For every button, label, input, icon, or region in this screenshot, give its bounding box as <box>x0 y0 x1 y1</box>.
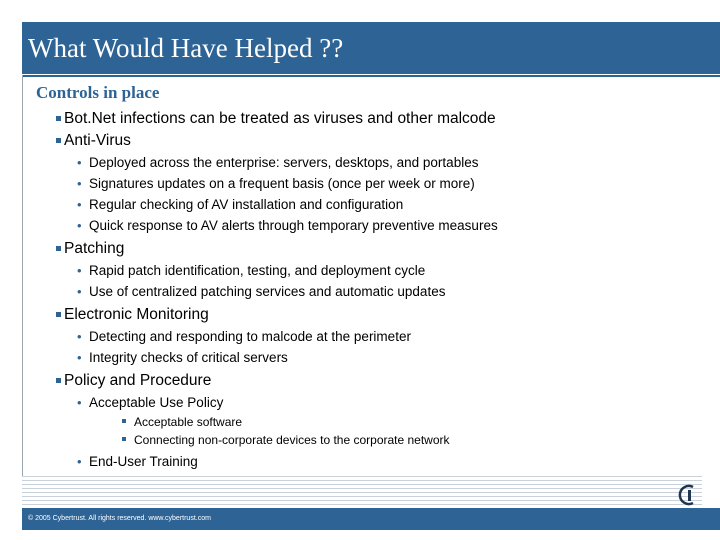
bullet-marker-icon: • <box>77 155 82 170</box>
footer-bar <box>22 508 720 530</box>
bullet-text: Bot.Net infections can be treated as viruses and other malcode <box>64 110 496 127</box>
bullet-text: Regular checking of AV installation and configuration <box>89 197 404 212</box>
bullet-marker-icon: • <box>77 284 82 299</box>
bullet-text: Connecting non-corporate devices to the corporate network <box>134 433 450 447</box>
title-underline <box>22 75 720 77</box>
bullet-marker-icon: • <box>77 176 82 191</box>
bullet-text: Detecting and responding to malcode at the perimeter <box>89 329 411 344</box>
bullet-marker-icon: • <box>77 454 82 469</box>
bullet-item-level-2 <box>77 284 446 299</box>
bullet-item-level-1 <box>64 372 211 390</box>
bullet-item-level-1 <box>64 110 496 128</box>
bullet-text: Electronic Monitoring <box>64 306 209 323</box>
bullet-item-level-2 <box>77 218 498 233</box>
bullet-marker-icon: • <box>77 263 82 278</box>
bullet-item-level-3 <box>134 415 242 429</box>
bullet-marker-icon: • <box>77 395 82 410</box>
bullet-text: Anti-Virus <box>64 132 131 149</box>
bullet-item-level-1 <box>64 306 209 324</box>
bullet-text: Use of centralized patching services and automatic updates <box>89 284 446 299</box>
bullet-item-level-2 <box>77 197 404 212</box>
bullet-marker-icon <box>56 378 61 383</box>
bullet-text: Rapid patch identification, testing, and deployment cycle <box>89 263 426 278</box>
bullet-marker-icon <box>56 138 61 143</box>
bullet-item-level-2 <box>77 155 479 170</box>
slide-title: What Would Have Helped ?? <box>28 33 344 63</box>
bullet-marker-icon: • <box>77 197 82 212</box>
bullet-item-level-2 <box>77 176 475 191</box>
left-rule <box>22 75 23 485</box>
bullet-item-level-2 <box>77 350 288 365</box>
bullet-item-level-2 <box>77 329 411 344</box>
bullet-item-level-1 <box>64 240 124 258</box>
bullet-text: Quick response to AV alerts through temporary preventive measures <box>89 218 498 233</box>
bullet-text: Acceptable software <box>134 415 243 429</box>
bullet-item-level-1 <box>64 132 131 150</box>
bullet-marker-icon: • <box>77 329 82 344</box>
bullet-item-level-2 <box>77 395 224 410</box>
cybertrust-logo-icon <box>678 484 700 506</box>
bullet-text: Patching <box>64 240 125 257</box>
bullet-marker-icon: • <box>77 218 82 233</box>
section-heading: Controls in place <box>36 83 160 102</box>
copyright-text: © 2005 Cybertrust. All rights reserved. www.cybertrust.com <box>28 515 211 522</box>
bullet-text: Signatures updates on a frequent basis (once per week or more) <box>89 176 475 191</box>
bullet-text: Acceptable Use Policy <box>89 395 224 410</box>
footer-stripes <box>22 476 702 506</box>
title-bar <box>22 22 720 74</box>
bullet-marker-icon: • <box>77 350 82 365</box>
bullet-text: Policy and Procedure <box>64 372 212 389</box>
bullet-marker-icon <box>56 116 61 121</box>
bullet-text: End-User Training <box>89 454 198 469</box>
bullet-marker-icon <box>56 246 61 251</box>
bullet-marker-icon <box>122 437 126 441</box>
bullet-marker-icon <box>122 419 126 423</box>
bullet-marker-icon <box>56 312 61 317</box>
bullet-item-level-2 <box>77 263 426 278</box>
bullet-item-level-2 <box>77 454 198 469</box>
bullet-text: Deployed across the enterprise: servers, desktops, and portables <box>89 155 479 170</box>
bullet-item-level-3 <box>134 433 450 447</box>
bullet-text: Integrity checks of critical servers <box>89 350 288 365</box>
